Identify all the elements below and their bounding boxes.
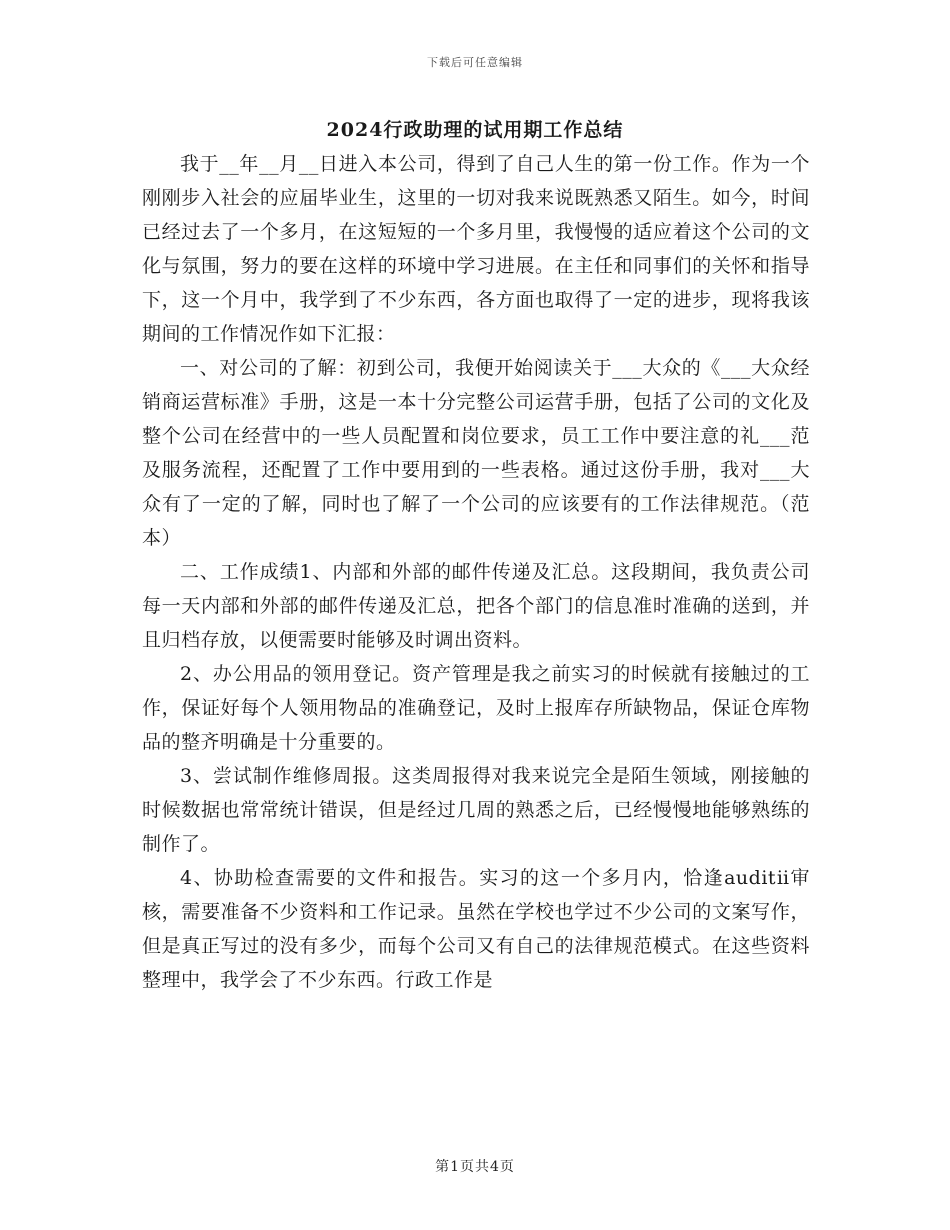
paragraph-intro: 我于__年__月__日进入本公司，得到了自己人生的第一份工作。作为一个刚刚步入社会的应届毕业生，这里的一切对我来说既熟悉又陌生。如今，时间已经过去了一个多月，在这短短的一个多月里，我慢慢的适应着这个公司的文化与氛围，努力的要在这样的环境中学习进展。在主任和同事们的关怀和指导下，这一个月中，我学到了不少东西，各方面也取得了一定的进步，现将我该期间的工作情况作如下汇报：	[142, 153, 810, 345]
paragraph-office-supplies: 2、办公用品的领用登记。资产管理是我之前实习的时候就有接触过的工作，保证好每个人领用物品的准确登记，及时上报库存所缺物品，保证仓库物品的整齐明确是十分重要的。	[142, 663, 810, 753]
paragraph-document-check: 4、协助检查需要的文件和报告。实习的这一个多月内，恰逢auditⅱ审核，需要准备不少资料和工作记录。虽然在学校也学过不少公司的文案写作，但是真正写过的没有多少，而每个公司又有自己的法律规范模式。在这些资料整理中，我学会了不少东西。行政工作是	[142, 867, 810, 991]
paragraph-company-understanding: 一、对公司的了解：初到公司，我便开始阅读关于___大众的《___大众经销商运营标准》手册，这是一本十分完整公司运营手册，包括了公司的文化及整个公司在经营中的一些人员配置和岗位要求，员工工作中要注意的礼___范及服务流程，还配置了工作中要用到的一些表格。通过这份手册，我对___大众有了一定的了解，同时也了解了一个公司的应该要有的工作法律规范。（范本）	[142, 357, 810, 549]
document-title: 2024行政助理的试用期工作总结	[326, 119, 624, 141]
page-number: 第1页共4页	[435, 1159, 515, 1175]
paragraph-maintenance-report: 3、尝试制作维修周报。这类周报得对我来说完全是陌生领域，刚接触的时候数据也常常统计错误，但是经过几周的熟悉之后，已经慢慢地能够熟练的制作了。	[142, 765, 810, 855]
header-note: 下载后可任意编辑	[427, 56, 523, 69]
document-body	[142, 147, 810, 997]
paragraph-work-results-mail: 二、工作成绩1、内部和外部的邮件传递及汇总。这段期间，我负责公司每一天内部和外部的邮件传递及汇总，把各个部门的信息准时准确的送到，并且归档存放，以便需要时能够及时调出资料。	[142, 561, 810, 651]
